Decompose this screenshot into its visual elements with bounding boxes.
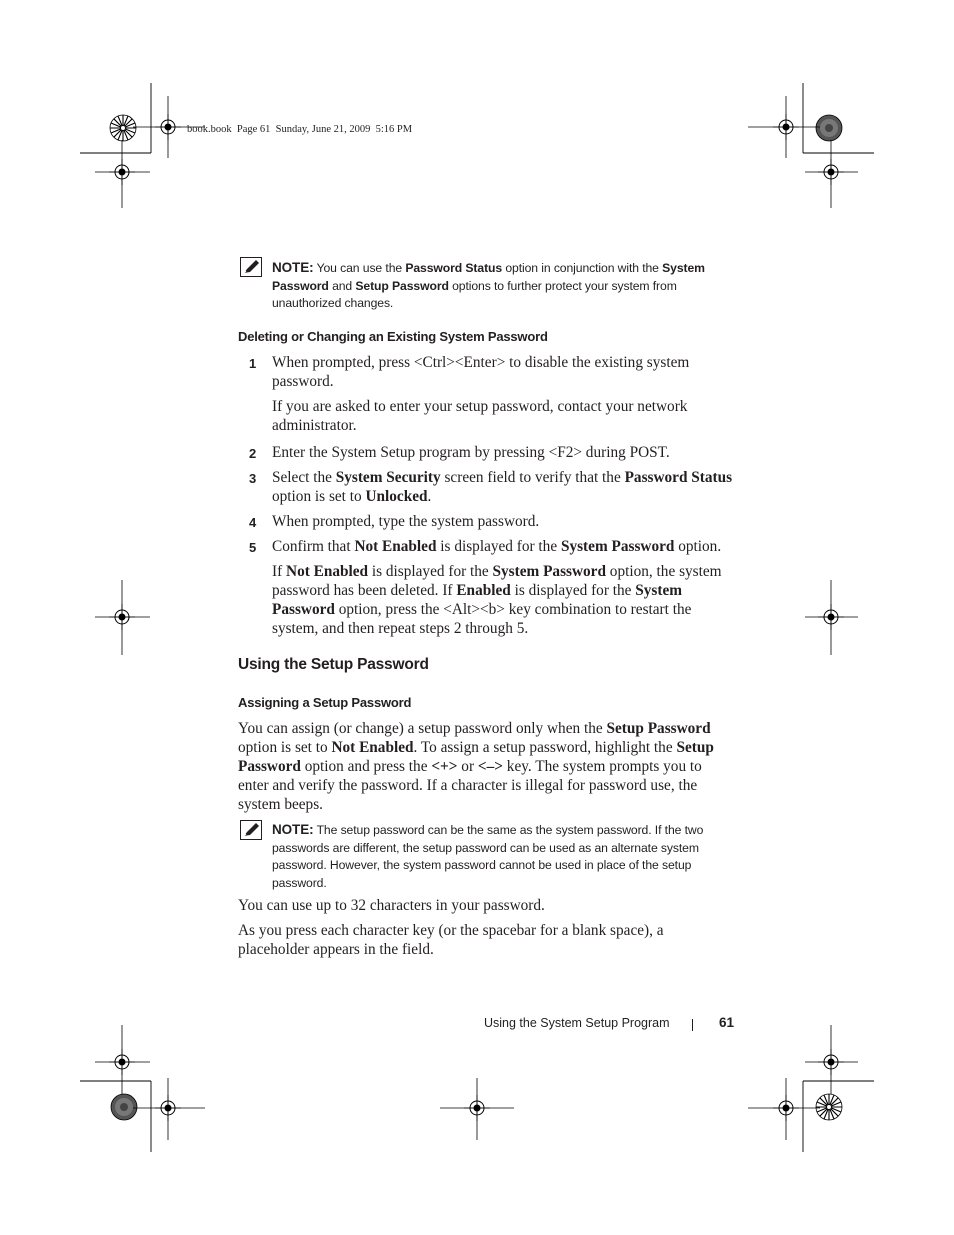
note-pencil-icon (240, 820, 262, 840)
step-5 (272, 537, 722, 638)
footer-divider (692, 1019, 693, 1031)
note-pencil-icon (240, 257, 262, 277)
subsection-heading: Assigning a Setup Password (238, 695, 412, 710)
step-text: administrator. (272, 417, 357, 434)
step-text: is displayed for the (368, 563, 493, 580)
para-text: enter and verify the password. If a character is illegal for password use, the (238, 777, 698, 794)
step-text: option, the system (605, 563, 722, 580)
step-3 (272, 468, 732, 506)
step-text: . (427, 488, 432, 505)
step-number: 4 (249, 515, 257, 530)
paragraph: You can use up to 32 characters in your password. (238, 897, 545, 914)
note-label: NOTE: (272, 822, 314, 837)
step-text: is displayed for the (436, 538, 561, 555)
para-text: system beeps. (238, 796, 323, 813)
step-text: Not Enabled (286, 563, 369, 580)
step-text: system, and then repeat steps 2 through 5. (272, 620, 529, 637)
note-text: unauthorized changes. (272, 296, 394, 310)
step-number: 1 (249, 356, 257, 371)
para-text: Setup Password (606, 720, 711, 737)
step-text: System Password (492, 563, 606, 580)
step-number: 3 (249, 471, 257, 486)
note-text: password. (272, 875, 327, 890)
note-text: System (662, 261, 705, 275)
step-text: Select the (272, 469, 336, 486)
section-heading: Using the Setup Password (238, 656, 429, 673)
note-text: passwords are different, the setup password can be used as an alternate system (272, 840, 699, 855)
step-text: When prompted, press <Ctrl><Enter> to disable the existing system (272, 354, 690, 371)
step-text: Confirm that (272, 538, 355, 555)
paragraph (238, 921, 664, 959)
note-1 (272, 259, 742, 313)
step-text: password has been deleted. If (272, 582, 457, 599)
para-text: Setup (676, 739, 714, 756)
step-text: Password Status (624, 469, 733, 486)
step-text: Not Enabled (354, 538, 437, 555)
step-text: Password (272, 601, 335, 618)
step-4: When prompted, type the system password. (272, 513, 540, 530)
step-1 (272, 353, 689, 435)
para-text: Password (238, 758, 301, 775)
section-heading: Deleting or Changing an Existing System Password (238, 329, 548, 344)
step-text: If (272, 563, 287, 580)
footer-section-title: Using the System Setup Program (484, 1016, 670, 1030)
para-text: <–> (477, 758, 503, 775)
note-label: NOTE: (272, 260, 314, 275)
step-text: If you are asked to enter your setup password, contact your network (272, 398, 688, 415)
note-text: password. However, the system password cannot be used in place of the setup (272, 858, 692, 872)
note-text: Password Status (405, 261, 503, 275)
para-text: <+> (431, 758, 458, 775)
step-text: System Password (560, 538, 675, 555)
paragraph (238, 719, 714, 814)
step-text: option. (674, 538, 722, 555)
para-text: key. The system prompts you to (502, 758, 702, 775)
step-2: Enter the System Setup program by pressing <F2> during POST. (272, 444, 670, 461)
step-text: Enabled (456, 582, 511, 599)
running-head: book.book Page 61 Sunday, June 21, 2009 5:16 PM (187, 124, 413, 135)
step-number: 5 (249, 540, 257, 555)
page-number: 61 (719, 1015, 735, 1030)
note-text: You can use the (316, 261, 406, 275)
note-2 (272, 821, 703, 892)
note-text: Password (272, 278, 329, 293)
para-text: You can assign (or change) a setup password only when the (238, 720, 607, 737)
para-text: or (457, 758, 478, 775)
step-text: System (635, 582, 683, 599)
step-text: option is set to (272, 488, 366, 505)
note-text: Setup Password (355, 278, 449, 293)
note-text: option in conjunction with the (502, 261, 663, 275)
step-text: Unlocked (365, 488, 428, 505)
para-text: As you press each character key (or the spacebar for a blank space), a (238, 922, 664, 939)
para-text: placeholder appears in the field. (238, 941, 434, 958)
para-text: Not Enabled (331, 739, 414, 756)
note-text: The setup password can be the same as the system password. If the two (316, 823, 704, 837)
step-text: screen field to verify that the (440, 469, 625, 486)
para-text: option and press the (300, 758, 432, 775)
para-text: option is set to (238, 739, 332, 756)
step-text: is displayed for the (510, 582, 636, 599)
step-text: option, press the <Alt><b> key combination to restart the (334, 601, 692, 618)
note-text: options to further protect your system from (448, 278, 677, 293)
step-text: password. (272, 373, 334, 390)
step-number: 2 (249, 446, 257, 461)
note-text: and (328, 278, 356, 293)
para-text: . To assign a setup password, highlight the (413, 739, 677, 756)
step-text: System Security (335, 469, 441, 486)
